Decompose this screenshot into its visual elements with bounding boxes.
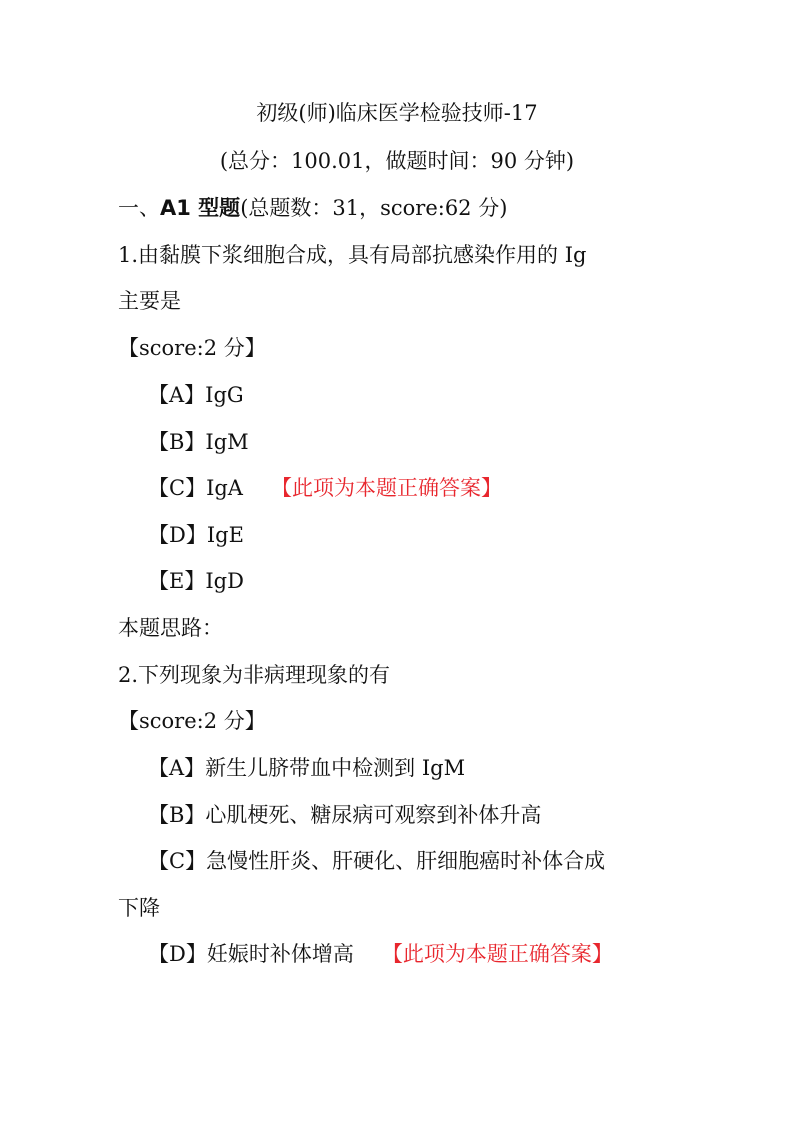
question-2-score: 【score:2 分】 xyxy=(118,709,266,733)
question-1-score: 【score:2 分】 xyxy=(118,336,266,360)
question-1-analysis: 本题思路： xyxy=(118,616,223,640)
question-2-option-d-text: 【D】妊娠时补体增高 xyxy=(148,942,354,966)
question-2-stem: 2.下列现象为非病理现象的有 xyxy=(118,663,391,687)
section-prefix: 一、 xyxy=(118,196,160,220)
question-1-option-d: 【D】IgE xyxy=(148,523,244,547)
question-1-option-e: 【E】IgD xyxy=(148,569,244,593)
question-1-option-b: 【B】IgM xyxy=(148,430,249,454)
section-info: (总题数：31，score:62 分) xyxy=(240,196,508,220)
question-1-stem-line-1: 1.由黏膜下浆细胞合成，具有局部抗感染作用的 Ig xyxy=(118,243,587,267)
question-2-option-b: 【B】心肌梗死、糖尿病可观察到补体升高 xyxy=(148,803,542,827)
document-title: 初级(师)临床医学检验技师-17 xyxy=(256,101,538,125)
section-heading xyxy=(118,193,507,223)
question-1-stem-line-2: 主要是 xyxy=(118,289,181,313)
correct-answer-tag: 【此项为本题正确答案】 xyxy=(270,476,502,500)
document-subtitle: (总分：100.01，做题时间：90 分钟) xyxy=(219,149,575,173)
correct-answer-tag: 【此项为本题正确答案】 xyxy=(381,942,613,966)
question-2-option-c-line-2: 下降 xyxy=(118,896,160,920)
question-2-option-c: 【C】急慢性肝炎、肝硬化、肝细胞癌时补体合成 xyxy=(148,849,606,873)
question-1-option-c xyxy=(148,473,502,503)
question-1-option-c-text: 【C】IgA xyxy=(148,476,243,500)
question-1-option-a: 【A】IgG xyxy=(148,383,244,407)
question-2-option-d xyxy=(148,939,613,969)
section-name: A1 型题 xyxy=(160,196,241,220)
question-2-option-a: 【A】新生儿脐带血中检测到 IgM xyxy=(148,756,466,780)
